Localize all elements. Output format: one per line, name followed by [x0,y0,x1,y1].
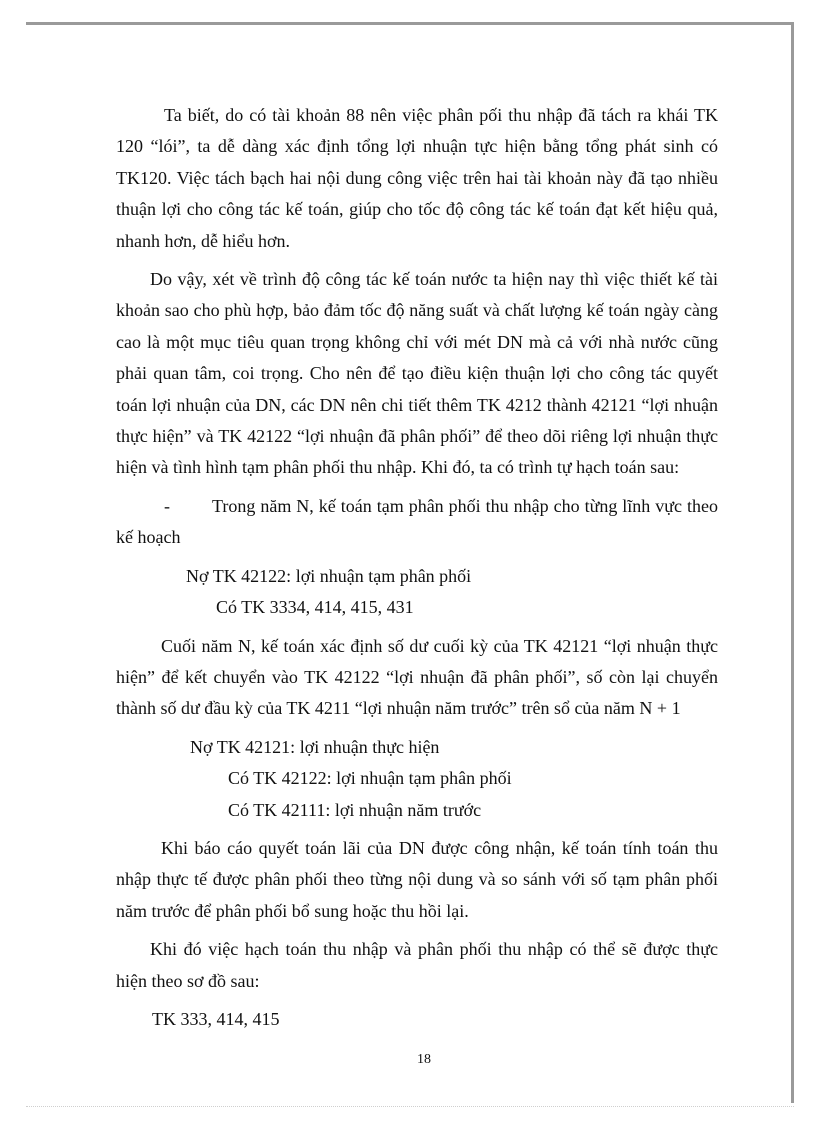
entry-debit-42122: Nợ TK 42122: lợi nhuận tạm phân phối [186,565,472,586]
page-number: 18 [417,1052,431,1067]
paragraph-intro: Ta biết, do có tài khoản 88 nên việc phân pối thu nhập đã tách ra khái TK 120 “lói”, ta dễ dàng xác định tổng lợi nhuận tực hiện bằng tổng phát sinh có TK120. Việc tách bạch hai nội dung công việc trên hai tài khoản này đã tạo nhiều thuận lợi cho công tác kế toán, giúp cho tốc độ công tác kế toán đạt kết hiệu quả, nhanh hơn, dễ hiểu hơn. [116,105,718,251]
bullet-dash: - [164,495,170,516]
diagram-account-label: TK 333, 414, 415 [152,1008,280,1029]
entry-credit-42111: Có TK 42111: lợi nhuận năm trước [228,799,482,820]
bullet-item [116,491,718,554]
paragraph-year-end: Cuối năm N, kế toán xác định số dư cuối kỳ của TK 42121 “lợi nhuận thực hiện” để kết chuyển vào TK 42122 “lợi nhuận đã phân phối”, số còn lại chuyển thành số dư đầu kỳ của TK 4211 “lợi nhuận năm trước” trên sổ của năm N + 1 [116,635,718,719]
page-border-top [26,22,793,25]
paragraph-settlement: Khi báo cáo quyết toán lãi của DN được công nhận, kế toán tính toán thu nhập thực tế được phân phối theo từng nội dung và so sánh với số tạm phân phối năm trước để phân phối bổ sung hoặc thu hồi lại. [116,837,718,921]
entry-debit-42121: Nợ TK 42121: lợi nhuận thực hiện [190,736,440,757]
document-body [116,100,718,1035]
entry-credit-3334: Có TK 3334, 414, 415, 431 [216,597,414,618]
page-border-bottom [26,1106,794,1107]
bullet-text: Trong năm N, kế toán tạm phân phối thu nhập cho từng lĩnh vực theo kế hoạch [116,495,718,548]
paragraph-account-design: Do vậy, xét về trình độ công tác kế toán nước ta hiện nay thì việc thiết kế tài khoản sao cho phù hợp, bảo đảm tốc độ năng suất và chất lượng kế toán ngày càng cao là một mục tiêu quan trọng không chỉ với mét DN mà cả với nhà nước cũng phải quan tâm, coi trọng. Cho nên để tạo điều kiện thuận lợi cho công tác quyết toán lợi nhuận của DN, các DN nên chi tiết thêm TK 4212 thành 42121 “lợi nhuận thực hiện” và TK 42122 “lợi nhuận đã phân phối” để theo dõi riêng lợi nhuận thực hiện và tình hình tạm phân phối thu nhập. Khi đó, ta có trình tự hạch toán sau: [116,269,718,478]
paragraph-diagram-intro: Khi đó việc hạch toán thu nhập và phân phối thu nhập có thể sẽ được thực hiện theo sơ đồ sau: [116,939,718,991]
page-border-right [791,22,794,1103]
entry-credit-42122: Có TK 42122: lợi nhuận tạm phân phối [228,768,512,789]
